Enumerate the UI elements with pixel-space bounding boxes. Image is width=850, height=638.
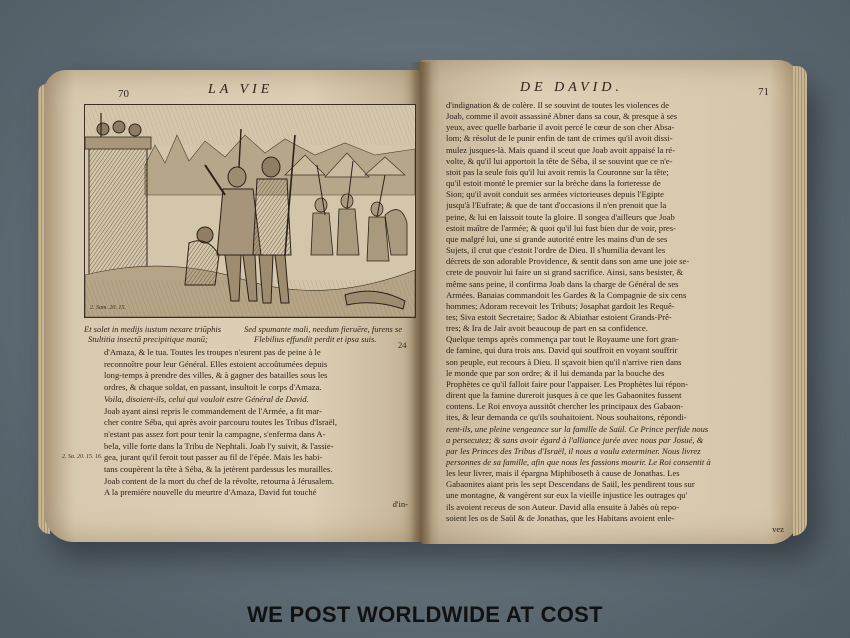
- right-page-edges: [793, 66, 807, 536]
- text-line: jusqu'à l'Eufrate; & que de tant d'occasions il n'en prenoit que la: [446, 200, 667, 211]
- text-line: long-temps à prendre des villes, & à gagner des batailles sous les: [104, 370, 328, 381]
- text-line: Prophètes ce qu'il falloit faire pour l'appaiser. Les Prophètes lui répon-: [446, 378, 688, 389]
- caption-number: 24: [398, 340, 407, 350]
- left-page-text: [104, 347, 408, 511]
- text-line: Sujets, il crut que c'estoit l'ordre de Dieu. Il s'humilia devant les: [446, 245, 666, 256]
- text-line: de famine, qui dura trois ans. David qui souffroit en voyant souffrir: [446, 345, 678, 356]
- text-line: cher contre Séba, qui après avoir parcouru toutes les Tribus d'Israël,: [104, 417, 338, 428]
- text-line: même sans peine, il confirma Joab dans la charge de Général de ses: [446, 278, 679, 289]
- text-line: Gabaonites aiant pris les sept Descendans de Saül, les pendirent tous sur: [446, 479, 695, 490]
- text-line: le monde que par son ordre; & il lui demanda par la bouche des: [446, 367, 665, 378]
- text-line: personnes de sa famille, afin que nous les fassions mourir. Le Roi consentit à: [446, 457, 711, 467]
- text-line: crete de pouvoir lui faire un si grand sacrifice. Ainsi, sans besister, &: [446, 267, 684, 278]
- text-line: rent-ils, une pleine vengeance sur la famille de Saül. Ce Prince perfide nous: [446, 423, 709, 434]
- text-line: les leur livrer, mais il épargna Miphiboseth à cause de Jonathas. Les: [446, 468, 680, 479]
- text-line: Joab ayant ainsi repris le commandement de l'Armée, a fit mar-: [104, 405, 322, 416]
- text-line: ordres, & chaque soldat, en passant, insultoit le corps d'Amaza.: [104, 382, 322, 393]
- text-line: dirent que la famine dureroit jusques à ce que les Gabaonites fussent: [446, 390, 682, 401]
- text-line: hommes; Adoram recevoit les Tributs; Josaphat gardoit les Requê-: [446, 300, 675, 311]
- text-line: Armées. Banaias commandoit les Gardes & la Compagnie de six cens: [446, 289, 687, 300]
- text-line: Sion; qu'il avoit conduit ses armées victorieuses depuis l'Egipte: [446, 189, 664, 200]
- text-line: mulez jusques-là. Mais quand il sceut que Joab avoit appaisé la ré-: [446, 144, 676, 155]
- text-line: volte, & qu'il lui apportoit la tête de Séba, il se souvint que ce n'e-: [446, 155, 673, 166]
- text-line: yeux, avec quelle barbarie il avoit percé le cœur de son cher Absa-: [446, 122, 675, 133]
- text-line: ites, & leur demanda ce qu'ils souhaitoient. Nous souhaitons, répondi-: [446, 412, 687, 423]
- text-line: son peuple, eut recours à Dieu. Il sçavoit bien qu'il n'arrive rien dans: [446, 356, 682, 367]
- engraving-illustration: [84, 104, 416, 318]
- right-page-number: 71: [758, 86, 769, 98]
- text-line: contens. Le Roi envoya aussitôt chercher les principaux des Gabaon-: [446, 401, 684, 412]
- caption-right-line-2: Flebilius effundit perdit et ipsa suis.: [254, 334, 377, 344]
- caption-left-line-1: Et solet in medijs iustum nexare triūphis: [84, 324, 222, 334]
- text-line: n'estant pas assez fort pour tenir la campagne, s'enferma dans A-: [104, 428, 326, 439]
- text-line: gea, jurant qu'il feroit tout passer au fil de l'épée. Mais les habi-: [104, 452, 323, 463]
- text-line: ils avoient receus de son Auteur. David alla ensuite à Jabès où repo-: [446, 501, 680, 512]
- text-line: Joab, comme il avoit assassiné Abner dans sa cour, & presque à ses: [446, 111, 678, 122]
- right-running-head: DE DAVID.: [520, 80, 623, 95]
- caption-right-line-1: Sed spumante mali, needum fieruēre, furens se: [244, 324, 403, 334]
- text-line: bela, ville forte dans la Tribu de Nephtali. Joab l'y suivit, & l'assie-: [104, 440, 334, 451]
- text-line: tes; Siva estoit Secretaire; Sadoc & Abiathar estoient Grands-Prê-: [446, 311, 672, 322]
- caption-left-line-2: Stultitia insectā precipitique manū;: [88, 334, 208, 344]
- text-line: d'in-: [392, 499, 408, 510]
- text-line: d'Amaza, & le tua. Toutes les troupes n'eurent pas de peine à le: [104, 347, 321, 357]
- right-page-text: [446, 100, 784, 535]
- text-line: par les Princes des Tribus d'Israël, il nous a voulu exterminer. Nous livrez: [446, 445, 701, 456]
- text-line: Joab content de la mort du chef de la révolte, retourna à Jérusalem.: [104, 475, 335, 486]
- text-line: d'indignation & de colère. Il se souvint de toutes les violences de: [446, 100, 670, 110]
- margin-note: 2. Sa. 20. 15. 16.: [62, 454, 103, 460]
- shipping-banner: WE POST WORLDWIDE AT COST: [247, 602, 603, 627]
- text-line: une montagne, & vangèrent sur eux la vieille injustice les outrages qu': [446, 490, 688, 501]
- text-line: peine, & lui en laissoit toute la gloire. Il songea d'ailleurs que Joab: [446, 211, 675, 222]
- left-running-head: LA VIE: [208, 82, 274, 97]
- plate-reference: 2. Sam. 20. 15.: [90, 305, 126, 311]
- text-line: Voila, disoient-ils, celui qui vouloit estre Général de David.: [104, 393, 309, 404]
- text-line: que malgré lui, une si grande autorité entre les mains d'un de ses: [446, 233, 668, 244]
- text-line: reconnoître pour leur Général. Elles estoient accoûtumées depuis: [104, 358, 328, 369]
- text-line: A la première nouvelle du meurtre d'Amaza, David fut touché: [104, 487, 317, 498]
- left-page-number: 70: [118, 88, 129, 100]
- text-line: soient les os de Saül & de Jonathas, que les Habitans avoient enle-: [446, 512, 675, 523]
- text-line: qu'il estoit monté le premier sur la brèche dans la forteresse de: [446, 178, 661, 189]
- text-line: vez: [772, 523, 784, 534]
- text-line: stoit pas la seule fois qu'il lui avoit remis la Couronne sur la tête;: [446, 166, 669, 177]
- text-line: Quelque temps après commença par tout le Royaume une fort gran-: [446, 334, 679, 345]
- text-line: tans coupèrent la tête à Séba, & la jetèrent pardessus les murailles.: [104, 464, 333, 475]
- text-line: lom; & résolut de le punir enfin de tant de crimes qu'il avoit dissi-: [446, 133, 673, 144]
- text-line: tres; & Ira de Jaïr avoit beaucoup de part en sa confidence.: [446, 323, 648, 334]
- text-line: estoit maître de l'armée; & quoi qu'il lui fust bien dur de voir, pres-: [446, 222, 676, 233]
- text-line: décrets de son adorable Providence, & sentit dans son ame une joie se-: [446, 256, 690, 267]
- text-line: a persecutez; & sans avoir égard à l'alliance jurée avec nous par Josué, &: [446, 434, 704, 445]
